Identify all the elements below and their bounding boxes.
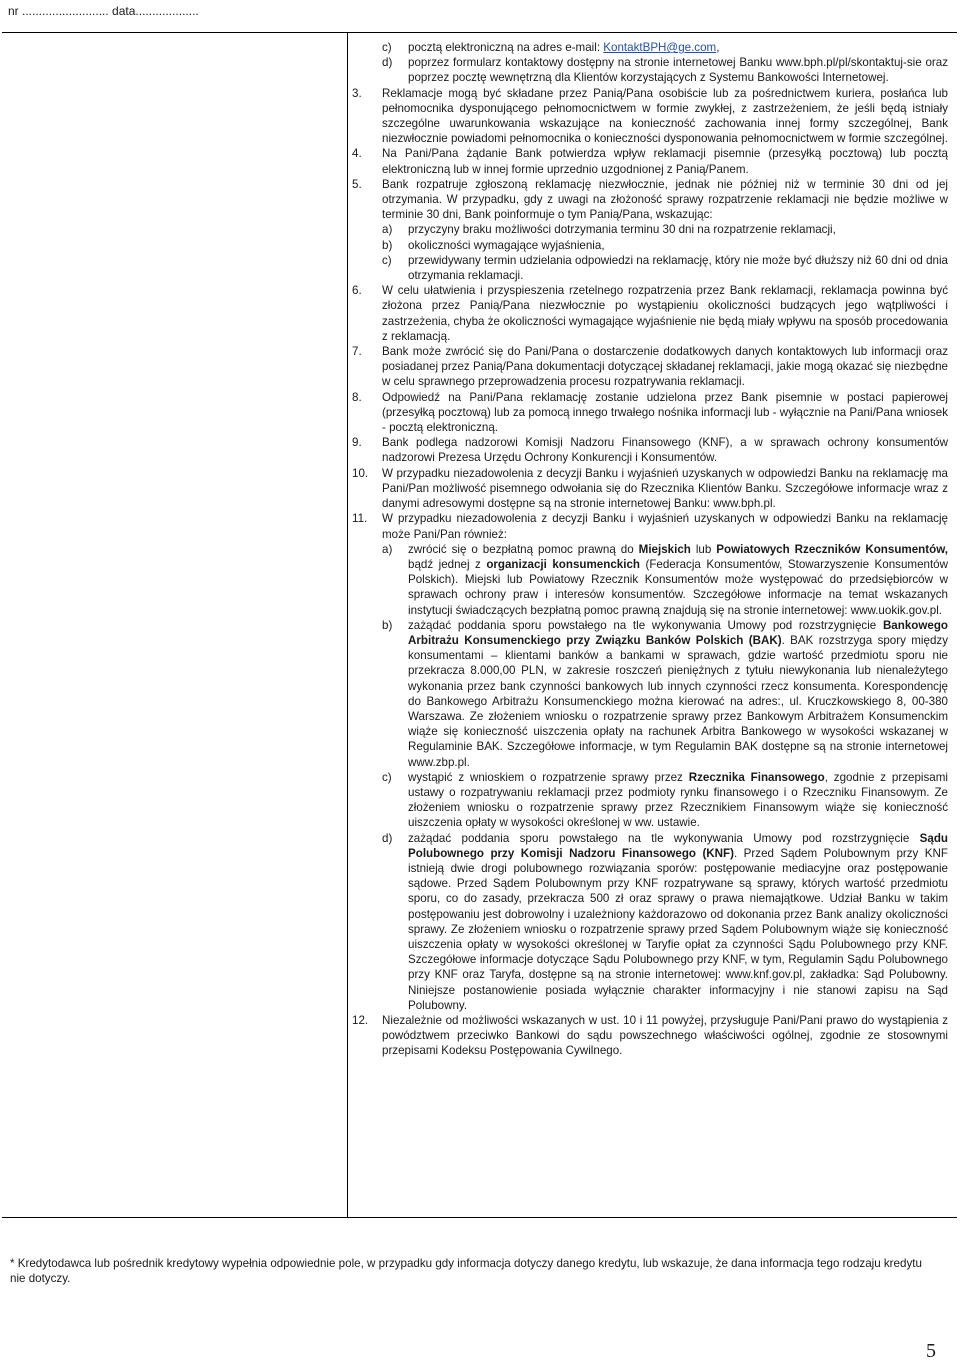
main-text: [352, 40, 948, 1059]
paragraph-10: 10. W przypadku niezadowolenia z decyzji Banku i wyjaśnień uzyskanych w odpowiedzi Banku na reklamację ma Pani/Pan możliwość pisemnego odwołania się do Rzecznika Klientów Banku. Szczegółowe informacje wraz z danymi adresowymi dostępne są na stronie internetowej Banku: www.bph.pl.: [352, 466, 948, 511]
paragraph-11-a: a) zwrócić się o bezpłatną pomoc prawną do Miejskich lub Powiatowych Rzeczników Konsumentów, bądź jednej z organizacji konsumenckich (Federacja Konsumentów, Stowarzyszenie Konsumentów Polskich). Miejski lub Powiatowy Rzecznik Konsumentów może występować do przedsiębiorców w sprawach ochrony praw i interesów konsumentów. Szczegółowe informacje na temat wskazanych instytucji świadczących bezpłatną pomoc prawną znajdują się na stronie internetowej: www.uokik.gov.pl.: [382, 542, 949, 617]
paragraph-8: 8. Odpowiedź na Pani/Pana reklamację zostanie udzielona przez Bank pisemnie w postaci papierowej (przesyłką pocztową) lub za pomocą innego trwałego nośnika informacji lub - wyłącznie na Pani/Pana wniosek - pocztą elektroniczną.: [352, 390, 948, 435]
paragraph-9: 9. Bank podlega nadzorowi Komisji Nadzoru Finansowego (KNF), a w sprawach ochrony konsumentów nadzorowi Prezesa Urzędu Ochrony Konkurencji i Konsumentów.: [352, 436, 948, 465]
paragraph-4: 4. Na Pani/Pana żądanie Bank potwierdza wpływ reklamacji pisemnie (przesyłką pocztową) lub pocztą elektroniczną lub w innej formie uprzednio uzgodnionej z Panią/Panem.: [352, 147, 948, 176]
paragraph-11-d: d) zażądać poddania sporu powstałego na tle wykonywania Umowy pod rozstrzygnięcie Sądu Polubownego przy Komisji Nadzoru Finansowego (KNF). Przed Sądem Polubownym przy KNF istnieją dwie drogi polubownego rozwiązania sporów: postępowanie mediacyjne oraz postępowanie sądowe. Przed Sądem Polubownym przy KNF rozpatrywane są sprawy, których wartość przedmiotu sporu, co do zasady, przekracza 500 zł oraz sprawy o prawa niemajątkowe. Udział Banku w takim postępowaniu jest dobrowolny i uzależniony każdorazowo od dokonania przez Bank analizy okoliczności sprawy. Ze złożeniem wniosku o rozpatrzenie sprawy przed Sądem Polubownym wiąże się konieczność uiszczenia opłaty w wysokości określonej w Taryfie opłat za czynności Sądu Polubownego przy KNF. Szczegółowe informacje dotyczące Sądu Polubownego przy KNF, w tym, Regulamin Sądu Polubownego przy KNF oraz Taryfa, dostępne są na stronie internetowej: www.knf.gov.pl, zakładka: Sąd Polubowny. Niniejsze postanowienie posiada wyłącznie charakter informacyjny i nie stanowi zapisu na Sąd Polubowny.: [382, 831, 948, 1012]
paragraph-3: 3. Reklamacje mogą być składane przez Panią/Pana osobiście lub za pośrednictwem kuriera, posłańca lub pełnomocnika dysponującego pełnomocnictwem w formie zwykłej, z zastrzeżeniem, że jeśli będą istniały szczególne uwarunkowania wskazujące na konieczność zachowania innej formy szczególnej, Bank niezwłocznie powiadomi pełnomocnika o konieczności dysponowania pełnomocnictwem w formie szczególnej.: [352, 86, 948, 146]
email-link[interactable]: KontaktBPH@ge.com: [603, 41, 717, 54]
column-divider: [347, 33, 348, 1217]
footnote: * Kredytodawca lub pośrednik kredytowy wypełnia odpowiednie pole, w przypadku gdy informacja dotyczy danego kredytu, lub wskazuje, że dana informacja tego rodzaju kredytu nie dotyczy.: [10, 1257, 922, 1285]
paragraph-7: 7. Bank może zwrócić się do Pani/Pana o dostarczenie dodatkowych danych kontaktowych lub informacji oraz posiadanej przez Panią/Pana dokumentacji dotyczącej składanej reklamacji, jakie mogą okazać się niezbędne w celu sprawnego przeprowadzenia procesu rozpatrywania reklamacji.: [352, 345, 948, 389]
paragraph-5-a: a) przyczyny braku możliwości dotrzymania terminu 30 dni na rozpatrzenie reklamacji,: [382, 223, 836, 237]
data-blank: ...................: [135, 4, 199, 18]
paragraph-5: 5. Bank rozpatruje zgłoszoną reklamację niezwłocznie, jednak nie później niż w terminie 30 dni od jej otrzymania. W przypadku, gdy z uwagi na złożoność sprawy rozpatrzenie reklamacji nie będzie możliwe w terminie 30 dni, Bank poinformuje o tym Panią/Pana, wskazując:: [352, 177, 948, 222]
paragraph-6: 6. W celu ułatwienia i przyspieszenia rzetelnego rozpatrzenia przez Bank reklamacji, reklamacja powinna być złożona przez Panią/Pana niezwłocznie po wystąpieniu okoliczności budzących jego wątpliwości i zastrzeżenia, chyba że okoliczności wymagające wyjaśnienie nie będą miały wpływu na sposób procedowania z reklamacją.: [352, 284, 948, 343]
nr-blank: ..........................: [22, 4, 109, 18]
paragraph-12: 12. Niezależnie od możliwości wskazanych w ust. 10 i 11 powyżej, przysługuje Pani/Pani prawo do wystąpienia z powództwem przeciwko Bankowi do sądu powszechnego właściwości ogólnej, zgodnie ze stosownymi przepisami Kodeksu Postępowania Cywilnego.: [352, 1014, 948, 1058]
form-header: [8, 4, 199, 18]
paragraph-11-c: c) wystąpić z wnioskiem o rozpatrzenie sprawy przez Rzecznika Finansowego, zgodnie z przepisami ustawy o rozpatrywaniu reklamacji przez podmioty rynku finansowego i o Rzeczniku Finansowym. Ze złożeniem wniosku o rozpatrzenie sprawy przez Rzecznikiem Finansowym wiąże się konieczność uiszczenia opłaty w wysokości określonej w ww. ustawie.: [382, 770, 948, 830]
paragraph-11-b: b) zażądać poddania sporu powstałego na tle wykonywania Umowy pod rozstrzygnięcie Bankowego Arbitrażu Konsumenckiego przy Związku Banków Polskich (BAK). BAK rozstrzyga spory między konsumentami – klientami banków a bankami w sprawach, gdzie wartość przedmiotu sporu nie przekracza 8.000,00 PLN, w zakresie roszczeń pieniężnych z tytułu niewykonania lub nienależytego wykonania przez bank czynności bankowych lub innych czynności rzecz konsumenta. Korespondencję do Bankowego Arbitrażu Konsumenckiego można kierować na adres:, ul. Kruczkowskiego 8, 00-380 Warszawa. Ze złożeniem wniosku o rozpatrzenie sprawy przez Bankowym Arbitrażem Konsumenckim wiąże się konieczność uiszczenia opłaty na rachunek Arbitra Bankowego w wysokości wskazanej w Regulaminie BAK. Szczegółowe informacje, w tym Regulamin BAK dostępne są na stronie internetowej www.zbp.pl.: [382, 618, 948, 769]
paragraph-5-c: c) przewidywany termin udzielania odpowiedzi na reklamację, który nie może być dłuższy niż 60 dni od dnia otrzymania reklamacji.: [382, 253, 948, 283]
contact-item-d: d) poprzez formularz kontaktowy dostępny na stronie internetowej Banku www.bph.pl/pl/skontaktuj-sie oraz poprzez pocztę wewnętrzną dla Klientów korzystających z Systemu Bankowości Internetowej.: [382, 56, 948, 85]
page-number: 5: [926, 1340, 936, 1362]
paragraph-11: 11. W przypadku niezadowolenia z decyzji Banku i wyjaśnień uzyskanych w odpowiedzi Banku na reklamację może Pani/Pan również:: [352, 512, 948, 541]
data-label: data: [108, 4, 136, 18]
nr-label: nr: [8, 4, 23, 18]
paragraph-5-b: b) okoliczności wymagające wyjaśnienia,: [382, 238, 605, 252]
contact-item-c: c) pocztą elektroniczną na adres e-mail: KontaktBPH@ge.com,: [382, 41, 720, 54]
